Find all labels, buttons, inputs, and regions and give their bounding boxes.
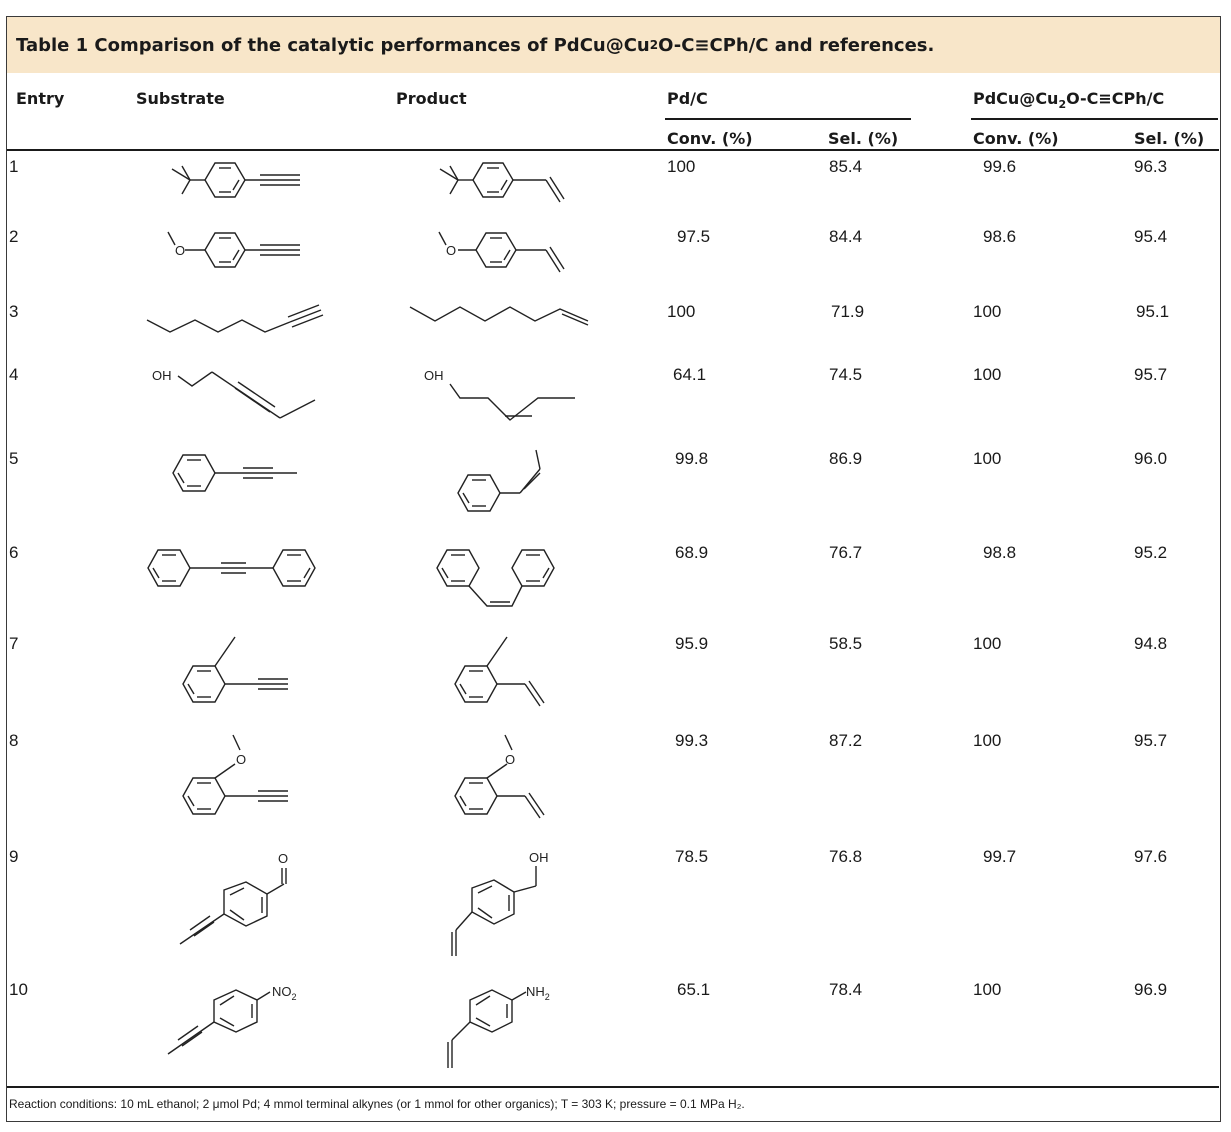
product-structure-8: [450, 730, 560, 830]
pdcu-conv-cell: 98.8: [983, 543, 1017, 562]
o-label: O: [175, 243, 186, 258]
pd-sel-cell: 71.9: [831, 302, 865, 321]
pdcu-conv-cell: 100: [973, 731, 1002, 750]
pdcu-sel-cell: 96.3: [1134, 157, 1168, 176]
header-pdcu-conv: Conv. (%): [973, 129, 1059, 148]
pd-conv-cell: 65.1: [677, 980, 711, 999]
product-structure-1: [428, 155, 568, 210]
o-label: O: [505, 752, 516, 767]
pd-sel-cell: 84.4: [829, 227, 863, 246]
product-structure-10: [440, 978, 570, 1073]
product-structure-9: [444, 848, 564, 958]
entry-cell: 5: [9, 449, 19, 468]
no2-text: NO: [272, 984, 292, 999]
entry-cell: 6: [9, 543, 19, 562]
entry-cell: 3: [9, 302, 19, 321]
entry-cell: 2: [9, 227, 19, 246]
o-label: O: [278, 851, 289, 866]
header-pdcu-group: [973, 89, 1164, 111]
product-structure-4: [420, 362, 590, 427]
header-pdcu-sel: Sel. (%): [1134, 129, 1205, 148]
pdcu-sel-cell: 95.4: [1134, 227, 1168, 246]
pd-sel-cell: 86.9: [829, 449, 863, 468]
substrate-structure-2: [160, 225, 310, 275]
pdcu-group-rule: [971, 118, 1218, 120]
pd-conv-cell: 95.9: [675, 634, 709, 653]
pdcu-label-rest: O-C≡CPh/C: [1066, 89, 1165, 108]
substrate-structure-10: [162, 978, 312, 1063]
substrate-structure-8: [178, 730, 298, 825]
entry-cell: 10: [9, 980, 28, 999]
pd-sel-cell: 76.8: [829, 847, 863, 866]
product-structure-7: [450, 632, 560, 717]
pd-group-rule: [665, 118, 911, 120]
header-pd-group: Pd/C: [667, 89, 708, 108]
pd-conv-cell: 97.5: [677, 227, 711, 246]
entry-cell: 1: [9, 157, 19, 176]
substrate-structure-1: [160, 155, 310, 205]
pdcu-conv-cell: 100: [973, 634, 1002, 653]
oh-label: OH: [529, 850, 549, 865]
table-footnote: Reaction conditions: 10 mL ethanol; 2 μmol Pd; 4 mmol terminal alkynes (or 1 mmol for other organics); T = 303 K; pressure = 0.1 MPa H₂.: [9, 1097, 745, 1111]
header-product: Product: [396, 89, 467, 108]
pd-sel-cell: 76.7: [829, 543, 863, 562]
substrate-structure-9: [172, 850, 302, 950]
pdcu-conv-cell: 100: [973, 980, 1002, 999]
pdcu-conv-cell: 100: [973, 302, 1002, 321]
pdcu-sel-cell: 96.0: [1134, 449, 1168, 468]
pdcu-conv-cell: 99.6: [983, 157, 1017, 176]
pd-sel-cell: 78.4: [829, 980, 863, 999]
pd-conv-cell: 100: [667, 302, 696, 321]
header-bottom-rule: [7, 149, 1219, 151]
caption-text: Table 1 Comparison of the catalytic performances of PdCu@Cu: [16, 34, 650, 56]
pdcu-sel-cell: 95.1: [1136, 302, 1170, 321]
pd-conv-cell: 99.8: [675, 449, 709, 468]
pd-conv-cell: 68.9: [675, 543, 709, 562]
pdcu-sel-cell: 95.7: [1134, 731, 1168, 750]
header-pd-sel: Sel. (%): [828, 129, 899, 148]
pdcu-conv-cell: 98.6: [983, 227, 1017, 246]
nh2-label: [526, 984, 550, 1002]
pdcu-sel-cell: 94.8: [1134, 634, 1168, 653]
pd-conv-cell: 78.5: [675, 847, 709, 866]
pd-sel-cell: 85.4: [829, 157, 863, 176]
header-pd-conv: Conv. (%): [667, 129, 753, 148]
entry-cell: 7: [9, 634, 19, 653]
product-structure-2: [438, 225, 578, 280]
table-bottom-rule: [7, 1086, 1219, 1088]
pdcu-sel-cell: 95.2: [1134, 543, 1168, 562]
header-entry: Entry: [16, 89, 65, 108]
caption-text-rest: O-C≡CPh/C and references.: [658, 34, 935, 56]
entry-cell: 4: [9, 365, 19, 384]
product-structure-6: [432, 540, 567, 615]
no2-label: [272, 984, 297, 1002]
substrate-structure-6: [143, 540, 328, 595]
pdcu-label: PdCu@Cu: [973, 89, 1059, 108]
product-structure-5: [450, 445, 560, 525]
substrate-structure-7: [178, 632, 298, 717]
substrate-structure-4: [150, 360, 320, 425]
pdcu-conv-cell: 100: [973, 449, 1002, 468]
substrate-structure-3: [145, 300, 325, 340]
pdcu-sub: 2: [1058, 98, 1067, 112]
entry-cell: 8: [9, 731, 19, 750]
o-label: O: [446, 243, 457, 258]
nh2-text: NH: [526, 984, 545, 999]
oh-label: OH: [152, 368, 172, 383]
pd-conv-cell: 100: [667, 157, 696, 176]
caption-sub: 2: [649, 38, 659, 52]
entry-cell: 9: [9, 847, 19, 866]
pd-conv-cell: 99.3: [675, 731, 709, 750]
pd-conv-cell: 64.1: [673, 365, 707, 384]
header-substrate: Substrate: [136, 89, 225, 108]
pdcu-conv-cell: 100: [973, 365, 1002, 384]
pdcu-sel-cell: 97.6: [1134, 847, 1168, 866]
pdcu-conv-cell: 99.7: [983, 847, 1017, 866]
pd-sel-cell: 87.2: [829, 731, 863, 750]
product-structure-3: [408, 297, 598, 337]
no2-sub: 2: [291, 992, 297, 1002]
pd-sel-cell: 74.5: [829, 365, 863, 384]
pd-sel-cell: 58.5: [829, 634, 863, 653]
pdcu-sel-cell: 95.7: [1134, 365, 1168, 384]
oh-label: OH: [424, 368, 444, 383]
o-label: O: [236, 752, 247, 767]
table-caption: [7, 17, 1220, 73]
nh2-sub: 2: [544, 992, 550, 1002]
substrate-structure-5: [165, 445, 305, 500]
pdcu-sel-cell: 96.9: [1134, 980, 1168, 999]
